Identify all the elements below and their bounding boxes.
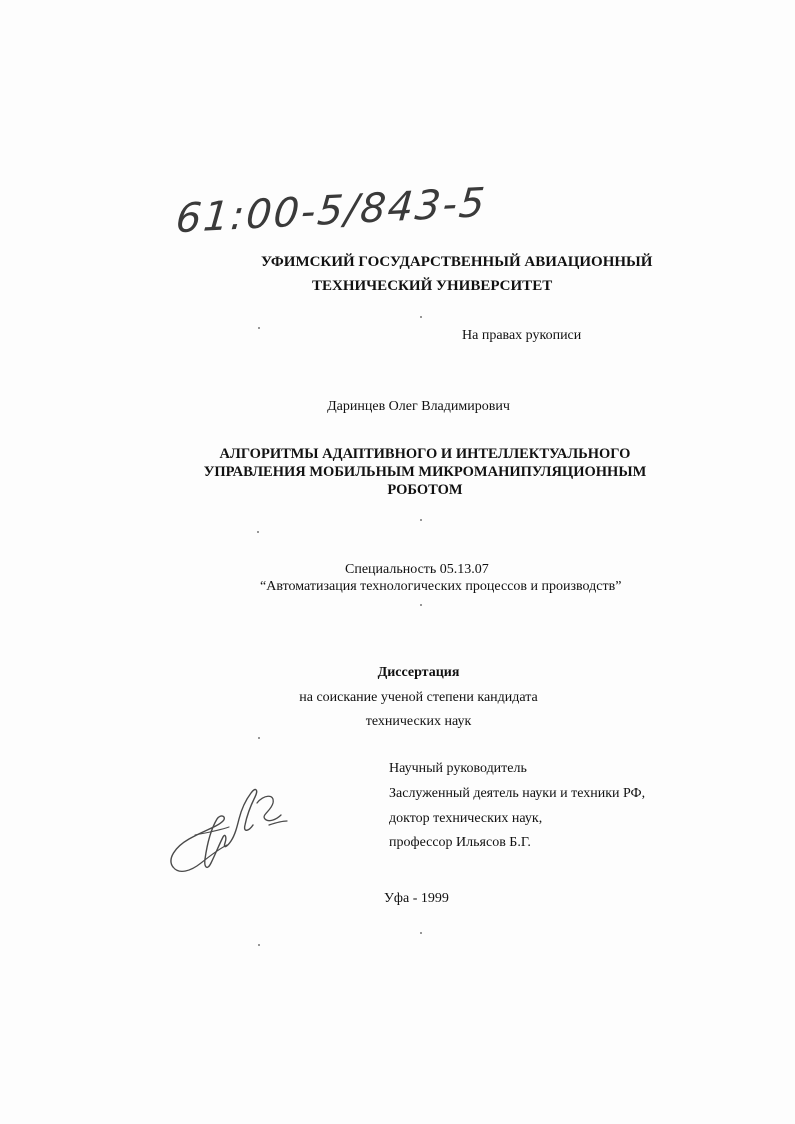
- supervisor-title: Заслуженный деятель науки и техники РФ,: [389, 786, 646, 801]
- supervisor-label: Научный руководитель: [389, 761, 527, 776]
- specialty-name: “Автоматизация технологических процессов и производств”: [260, 579, 622, 594]
- supervisor-degree: доктор технических наук,: [389, 811, 543, 826]
- specialty-code: Специальность 05.13.07: [345, 562, 489, 577]
- scan-speck: [258, 737, 260, 739]
- university-name-line1: УФИМСКИЙ ГОСУДАРСТВЕННЫЙ АВИАЦИОННЫЙ: [261, 254, 653, 270]
- author-name: Даринцев Олег Владимирович: [327, 399, 510, 414]
- handwritten-signature: [165, 775, 295, 885]
- manuscript-rights-note: На правах рукописи: [462, 328, 582, 343]
- archive-number-handwritten: 61:00-5/843-5: [173, 179, 489, 243]
- title-line2: УПРАВЛЕНИЯ МОБИЛЬНЫМ МИКРОМАНИПУЛЯЦИОННЫМ: [203, 464, 647, 480]
- scan-speck: [420, 604, 422, 606]
- degree-line2: технических наук: [365, 714, 472, 729]
- title-line1: АЛГОРИТМЫ АДАПТИВНОГО И ИНТЕЛЛЕКТУАЛЬНОГО: [219, 446, 631, 462]
- scan-speck: [420, 316, 422, 318]
- degree-line1: на соискание ученой степени кандидата: [299, 690, 538, 705]
- scan-speck: [257, 531, 259, 533]
- scan-speck: [420, 932, 422, 934]
- city-year: Уфа - 1999: [384, 891, 449, 906]
- title-line3: РОБОТОМ: [387, 482, 463, 498]
- scan-speck: [420, 519, 422, 521]
- dissertation-title: [200, 445, 650, 499]
- dissertation-label: Диссертация: [377, 665, 460, 680]
- supervisor-name: профессор Ильясов Б.Г.: [389, 835, 531, 850]
- scan-speck: [258, 327, 260, 329]
- scan-speck: [258, 944, 260, 946]
- university-name-line2: ТЕХНИЧЕСКИЙ УНИВЕРСИТЕТ: [312, 278, 553, 294]
